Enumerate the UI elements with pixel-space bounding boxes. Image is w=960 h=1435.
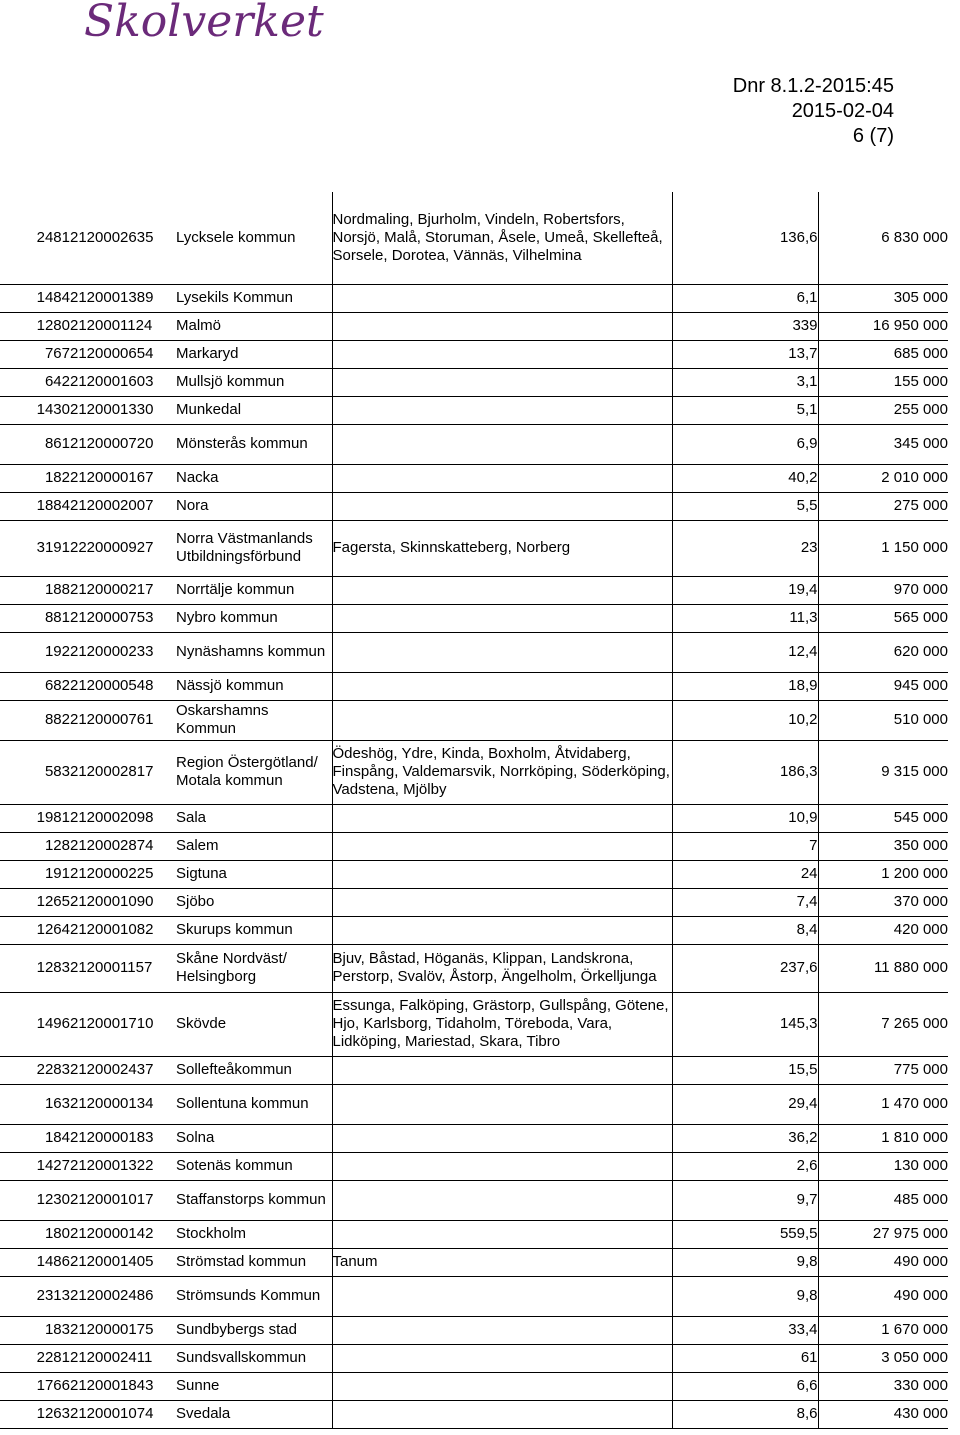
grant-amount: 2 010 000 <box>818 464 948 492</box>
volume-value: 5,1 <box>672 396 818 424</box>
org-number: 2120000225 <box>70 860 176 888</box>
volume-value: 7,4 <box>672 888 818 916</box>
grant-amount: 430 000 <box>818 1400 948 1428</box>
table-row <box>0 424 948 464</box>
org-number: 2120001090 <box>70 888 176 916</box>
org-number: 2120001405 <box>70 1248 176 1276</box>
row-id: 642 <box>0 368 70 396</box>
volume-value: 9,8 <box>672 1248 818 1276</box>
row-id: 182 <box>0 464 70 492</box>
table-row <box>0 520 948 576</box>
org-number: 2120000761 <box>70 700 176 740</box>
row-id: 1280 <box>0 312 70 340</box>
table-row <box>0 1316 948 1344</box>
skolverket-logo: Skolverket <box>84 0 324 47</box>
organizer-name: Oskarshamns Kommun <box>176 700 332 740</box>
org-number: 2120000233 <box>70 632 176 672</box>
organizer-name: Sundsvallskommun <box>176 1344 332 1372</box>
row-id: 1496 <box>0 992 70 1056</box>
table-row <box>0 860 948 888</box>
organizer-name: Skurups kommun <box>176 916 332 944</box>
volume-value: 559,5 <box>672 1220 818 1248</box>
row-id: 163 <box>0 1084 70 1124</box>
table-row <box>0 1124 948 1152</box>
grant-amount: 485 000 <box>818 1180 948 1220</box>
grant-amount: 11 880 000 <box>818 944 948 992</box>
org-number: 2120002007 <box>70 492 176 520</box>
grant-amount: 16 950 000 <box>818 312 948 340</box>
partner-municipalities <box>332 1276 672 1316</box>
table-row <box>0 464 948 492</box>
org-number: 2120002437 <box>70 1056 176 1084</box>
table-row <box>0 492 948 520</box>
org-number: 2120002874 <box>70 832 176 860</box>
volume-value: 12,4 <box>672 632 818 672</box>
org-number: 2120000654 <box>70 340 176 368</box>
table-row <box>0 1248 948 1276</box>
row-id: 1486 <box>0 1248 70 1276</box>
org-number: 2120002411 <box>70 1344 176 1372</box>
volume-value: 9,7 <box>672 1180 818 1220</box>
table-row <box>0 992 948 1056</box>
table-row <box>0 804 948 832</box>
partner-municipalities <box>332 1084 672 1124</box>
organizer-name: Staffanstorps kommun <box>176 1180 332 1220</box>
table-row <box>0 396 948 424</box>
partner-municipalities <box>332 1180 672 1220</box>
partner-municipalities <box>332 604 672 632</box>
table-row <box>0 944 948 992</box>
table-row <box>0 368 948 396</box>
row-id: 1430 <box>0 396 70 424</box>
table-row <box>0 1372 948 1400</box>
document-meta <box>733 74 894 149</box>
table-row <box>0 192 948 284</box>
grant-amount: 565 000 <box>818 604 948 632</box>
org-number: 2120001843 <box>70 1372 176 1400</box>
volume-value: 10,2 <box>672 700 818 740</box>
organizer-name: Nässjö kommun <box>176 672 332 700</box>
org-number: 2120001322 <box>70 1152 176 1180</box>
org-number: 2120000183 <box>70 1124 176 1152</box>
org-number: 2120000134 <box>70 1084 176 1124</box>
organizer-name: Sotenäs kommun <box>176 1152 332 1180</box>
volume-value: 36,2 <box>672 1124 818 1152</box>
volume-value: 23 <box>672 520 818 576</box>
organizer-name: Stockholm <box>176 1220 332 1248</box>
org-number: 2120000167 <box>70 464 176 492</box>
partner-municipalities <box>332 1400 672 1428</box>
organizer-name: Solna <box>176 1124 332 1152</box>
volume-value: 237,6 <box>672 944 818 992</box>
row-id: 2313 <box>0 1276 70 1316</box>
partner-municipalities <box>332 832 672 860</box>
grant-amount: 685 000 <box>818 340 948 368</box>
row-id: 192 <box>0 632 70 672</box>
organizer-name: Lycksele kommun <box>176 192 332 284</box>
grant-amount: 420 000 <box>818 916 948 944</box>
organizer-name: Sala <box>176 804 332 832</box>
org-number: 2120001157 <box>70 944 176 992</box>
row-id: 1230 <box>0 1180 70 1220</box>
org-number: 2120001603 <box>70 368 176 396</box>
table-row <box>0 1180 948 1220</box>
table-row <box>0 916 948 944</box>
organizer-name: Mönsterås kommun <box>176 424 332 464</box>
partner-municipalities <box>332 860 672 888</box>
row-id: 1283 <box>0 944 70 992</box>
grant-amount: 7 265 000 <box>818 992 948 1056</box>
org-number: 2120001389 <box>70 284 176 312</box>
org-number: 2120001074 <box>70 1400 176 1428</box>
partner-municipalities <box>332 340 672 368</box>
partner-municipalities <box>332 1316 672 1344</box>
table-row <box>0 284 948 312</box>
grant-amount: 510 000 <box>818 700 948 740</box>
volume-value: 29,4 <box>672 1084 818 1124</box>
volume-value: 8,6 <box>672 1400 818 1428</box>
table-row <box>0 576 948 604</box>
row-id: 1484 <box>0 284 70 312</box>
organizer-name: Sollefteåkommun <box>176 1056 332 1084</box>
row-id: 180 <box>0 1220 70 1248</box>
grant-amount: 345 000 <box>818 424 948 464</box>
organizer-name: Sjöbo <box>176 888 332 916</box>
volume-value: 6,6 <box>672 1372 818 1400</box>
row-id: 881 <box>0 604 70 632</box>
org-number: 2120001330 <box>70 396 176 424</box>
volume-value: 11,3 <box>672 604 818 632</box>
row-id: 682 <box>0 672 70 700</box>
row-id: 2481 <box>0 192 70 284</box>
row-id: 1265 <box>0 888 70 916</box>
organizer-name: Strömstad kommun <box>176 1248 332 1276</box>
organizer-name: Skövde <box>176 992 332 1056</box>
volume-value: 33,4 <box>672 1316 818 1344</box>
row-id: 1884 <box>0 492 70 520</box>
grant-amount: 9 315 000 <box>818 740 948 804</box>
partner-municipalities <box>332 1344 672 1372</box>
organizer-name: Nora <box>176 492 332 520</box>
grant-amount: 1 150 000 <box>818 520 948 576</box>
org-number: 2120000720 <box>70 424 176 464</box>
row-id: 184 <box>0 1124 70 1152</box>
grant-table <box>0 192 948 1429</box>
organizer-name: Region Östergötland/ Motala kommun <box>176 740 332 804</box>
volume-value: 7 <box>672 832 818 860</box>
table-row <box>0 888 948 916</box>
table-row <box>0 1152 948 1180</box>
partner-municipalities <box>332 1124 672 1152</box>
grant-amount: 620 000 <box>818 632 948 672</box>
organizer-name: Norrtälje kommun <box>176 576 332 604</box>
volume-value: 61 <box>672 1344 818 1372</box>
org-number: 2120000175 <box>70 1316 176 1344</box>
grant-amount: 1 810 000 <box>818 1124 948 1152</box>
org-number: 2120000217 <box>70 576 176 604</box>
row-id: 583 <box>0 740 70 804</box>
grant-amount: 1 470 000 <box>818 1084 948 1124</box>
grant-amount: 6 830 000 <box>818 192 948 284</box>
volume-value: 145,3 <box>672 992 818 1056</box>
row-id: 191 <box>0 860 70 888</box>
partner-municipalities <box>332 1220 672 1248</box>
partner-municipalities <box>332 312 672 340</box>
grant-amount: 350 000 <box>818 832 948 860</box>
row-id: 128 <box>0 832 70 860</box>
partner-municipalities <box>332 576 672 604</box>
grant-amount: 545 000 <box>818 804 948 832</box>
table-row <box>0 740 948 804</box>
row-id: 2283 <box>0 1056 70 1084</box>
table-row <box>0 340 948 368</box>
table-row <box>0 604 948 632</box>
page-number: 6 (7) <box>852 125 894 147</box>
grant-amount: 775 000 <box>818 1056 948 1084</box>
partner-municipalities <box>332 368 672 396</box>
grant-amount: 490 000 <box>818 1276 948 1316</box>
partner-municipalities <box>332 1152 672 1180</box>
grant-amount: 27 975 000 <box>818 1220 948 1248</box>
volume-value: 40,2 <box>672 464 818 492</box>
grant-amount: 155 000 <box>818 368 948 396</box>
grant-amount: 490 000 <box>818 1248 948 1276</box>
volume-value: 5,5 <box>672 492 818 520</box>
partner-municipalities <box>332 284 672 312</box>
partner-municipalities <box>332 804 672 832</box>
org-number: 2120002098 <box>70 804 176 832</box>
org-number: 2120001710 <box>70 992 176 1056</box>
grant-amount: 970 000 <box>818 576 948 604</box>
organizer-name: Nybro kommun <box>176 604 332 632</box>
organizer-name: Nynäshamns kommun <box>176 632 332 672</box>
volume-value: 24 <box>672 860 818 888</box>
organizer-name: Munkedal <box>176 396 332 424</box>
org-number: 2220000927 <box>70 520 176 576</box>
organizer-name: Salem <box>176 832 332 860</box>
partner-municipalities <box>332 424 672 464</box>
table-row <box>0 1276 948 1316</box>
partner-municipalities <box>332 1056 672 1084</box>
organizer-name: Strömsunds Kommun <box>176 1276 332 1316</box>
org-number: 2120002817 <box>70 740 176 804</box>
partner-municipalities <box>332 632 672 672</box>
grant-amount: 275 000 <box>818 492 948 520</box>
table-row <box>0 1056 948 1084</box>
grant-amount: 1 200 000 <box>818 860 948 888</box>
dnr: Dnr 8.1.2-2015:45 <box>732 75 894 97</box>
row-id: 188 <box>0 576 70 604</box>
table-row <box>0 832 948 860</box>
organizer-name: Skåne Nordväst/ Helsingborg <box>176 944 332 992</box>
row-id: 1264 <box>0 916 70 944</box>
volume-value: 9,8 <box>672 1276 818 1316</box>
organizer-name: Norra Västmanlands Utbildningsförbund <box>176 520 332 576</box>
table-row <box>0 632 948 672</box>
table-row <box>0 312 948 340</box>
volume-value: 186,3 <box>672 740 818 804</box>
partner-municipalities: Essunga, Falköping, Grästorp, Gullspång, Götene, Hjo, Karlsborg, Tidaholm, Töreboda, Vara, Lidköping, Mariestad, Skara, Tibro <box>332 992 672 1056</box>
volume-value: 15,5 <box>672 1056 818 1084</box>
row-id: 3191 <box>0 520 70 576</box>
partner-municipalities <box>332 396 672 424</box>
organizer-name: Mullsjö kommun <box>176 368 332 396</box>
row-id: 1263 <box>0 1400 70 1428</box>
org-number: 2120002486 <box>70 1276 176 1316</box>
org-number: 2120000753 <box>70 604 176 632</box>
table-row <box>0 1220 948 1248</box>
table-row <box>0 1400 948 1428</box>
document-date: 2015-02-04 <box>791 100 894 122</box>
table-row <box>0 672 948 700</box>
org-number: 2120002635 <box>70 192 176 284</box>
volume-value: 18,9 <box>672 672 818 700</box>
partner-municipalities <box>332 492 672 520</box>
row-id: 1427 <box>0 1152 70 1180</box>
organizer-name: Nacka <box>176 464 332 492</box>
organizer-name: Markaryd <box>176 340 332 368</box>
organizer-name: Lysekils Kommun <box>176 284 332 312</box>
row-id: 767 <box>0 340 70 368</box>
volume-value: 6,9 <box>672 424 818 464</box>
volume-value: 3,1 <box>672 368 818 396</box>
partner-municipalities: Bjuv, Båstad, Höganäs, Klippan, Landskrona, Perstorp, Svalöv, Åstorp, Ängelholm, Örkelljunga <box>332 944 672 992</box>
partner-municipalities <box>332 700 672 740</box>
partner-municipalities <box>332 464 672 492</box>
volume-value: 19,4 <box>672 576 818 604</box>
grant-amount: 330 000 <box>818 1372 948 1400</box>
volume-value: 13,7 <box>672 340 818 368</box>
organizer-name: Sunne <box>176 1372 332 1400</box>
organizer-name: Svedala <box>176 1400 332 1428</box>
partner-municipalities <box>332 916 672 944</box>
partner-municipalities: Ödeshög, Ydre, Kinda, Boxholm, Åtvidaberg, Finspång, Valdemarsvik, Norrköping, Söderköping, Vadstena, Mjölby <box>332 740 672 804</box>
row-id: 2281 <box>0 1344 70 1372</box>
partner-municipalities <box>332 672 672 700</box>
volume-value: 10,9 <box>672 804 818 832</box>
grant-amount: 370 000 <box>818 888 948 916</box>
partner-municipalities <box>332 1372 672 1400</box>
org-number: 2120001124 <box>70 312 176 340</box>
volume-value: 339 <box>672 312 818 340</box>
partner-municipalities: Tanum <box>332 1248 672 1276</box>
grant-amount: 3 050 000 <box>818 1344 948 1372</box>
org-number: 2120001017 <box>70 1180 176 1220</box>
row-id: 183 <box>0 1316 70 1344</box>
grant-amount: 255 000 <box>818 396 948 424</box>
row-id: 861 <box>0 424 70 464</box>
organizer-name: Sigtuna <box>176 860 332 888</box>
row-id: 1981 <box>0 804 70 832</box>
partner-municipalities: Fagersta, Skinnskatteberg, Norberg <box>332 520 672 576</box>
org-number: 2120000548 <box>70 672 176 700</box>
organizer-name: Sollentuna kommun <box>176 1084 332 1124</box>
organizer-name: Malmö <box>176 312 332 340</box>
table-row <box>0 1344 948 1372</box>
grant-amount: 305 000 <box>818 284 948 312</box>
partner-municipalities <box>332 888 672 916</box>
table-row <box>0 700 948 740</box>
grant-amount: 945 000 <box>818 672 948 700</box>
table-row <box>0 1084 948 1124</box>
row-id: 1766 <box>0 1372 70 1400</box>
volume-value: 136,6 <box>672 192 818 284</box>
grant-amount: 1 670 000 <box>818 1316 948 1344</box>
grant-amount: 130 000 <box>818 1152 948 1180</box>
volume-value: 6,1 <box>672 284 818 312</box>
org-number: 2120001082 <box>70 916 176 944</box>
row-id: 882 <box>0 700 70 740</box>
volume-value: 8,4 <box>672 916 818 944</box>
volume-value: 2,6 <box>672 1152 818 1180</box>
partner-municipalities: Nordmaling, Bjurholm, Vindeln, Robertsfors, Norsjö, Malå, Storuman, Åsele, Umeå, Skellefteå, Sorsele, Dorotea, Vännäs, Vilhelmina <box>332 192 672 284</box>
org-number: 2120000142 <box>70 1220 176 1248</box>
organizer-name: Sundbybergs stad <box>176 1316 332 1344</box>
